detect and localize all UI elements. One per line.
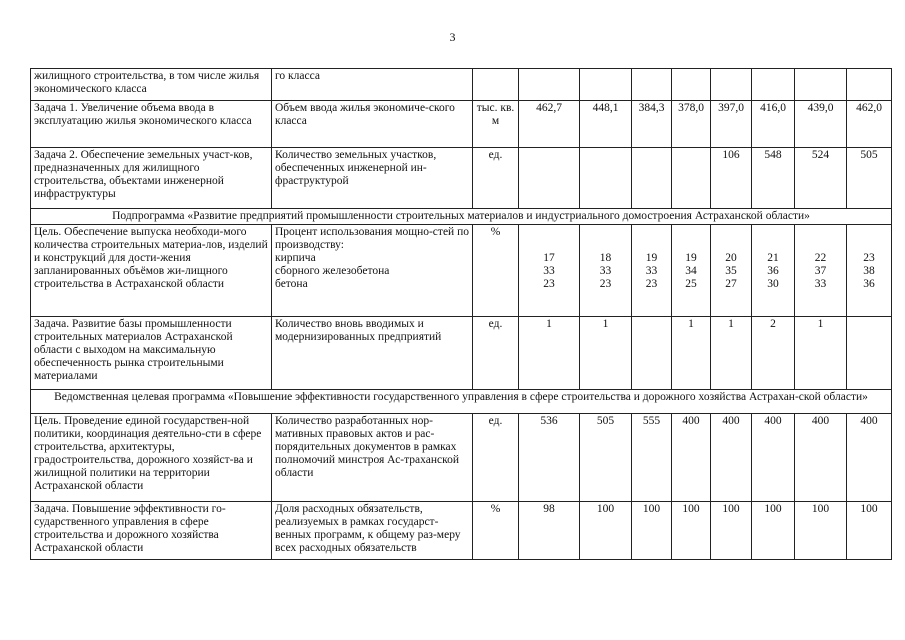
indicator-cell: го класса (272, 69, 473, 101)
value-cell: 536 (519, 414, 580, 502)
value-cell: 400 (847, 414, 892, 502)
goal-cell: Задача 2. Обеспечение земельных участ-ков, предназначенных для жилищного строительства, объектами инженерной инфраструктуры (31, 148, 272, 209)
value-cell: 106 (711, 148, 752, 209)
value-cell (847, 69, 892, 101)
value-cell: 462,0 (847, 101, 892, 148)
section-row (31, 390, 892, 414)
value-cell: 21 36 30 (752, 225, 795, 317)
value-cell: 19 34 25 (672, 225, 711, 317)
value-cell: 23 38 36 (847, 225, 892, 317)
value-cell: 400 (672, 414, 711, 502)
value-cell (519, 69, 580, 101)
value-cell: 18 33 23 (580, 225, 632, 317)
value-cell: 384,3 (632, 101, 672, 148)
table-row (31, 502, 892, 560)
value-cell: 1 (795, 317, 847, 390)
unit-cell (473, 69, 519, 101)
indicator-cell: Объем ввода жилья экономиче-ского класса (272, 101, 473, 148)
value-cell: 524 (795, 148, 847, 209)
value-cell: 1 (672, 317, 711, 390)
value-cell: 416,0 (752, 101, 795, 148)
value-cell: 400 (752, 414, 795, 502)
value-cell (847, 317, 892, 390)
value-cell: 439,0 (795, 101, 847, 148)
goal-cell: Задача. Повышение эффективности го-сударственного управления в сфере строительства и дорожного хозяйства Астраханской области (31, 502, 272, 560)
goal-cell: Задача. Развитие базы промышленности строительных материалов Астраханской области с выходом на максимальную обеспеченность рынка строительными материалами (31, 317, 272, 390)
value-cell: 548 (752, 148, 795, 209)
goal-cell: Задача 1. Увеличение объема ввода в эксплуатацию жилья экономического класса (31, 101, 272, 148)
indicator-cell: Количество земельных участков, обеспеченных инженерной ин-фраструктурой (272, 148, 473, 209)
table-body (31, 69, 892, 560)
value-cell (711, 69, 752, 101)
indicator-cell: Доля расходных обязательств, реализуемых в рамках государст-венных программ, к общему раз-меру всех расходных обязательств (272, 502, 473, 560)
value-cell: 2 (752, 317, 795, 390)
value-cell (580, 69, 632, 101)
unit-cell: ед. (473, 317, 519, 390)
unit-cell: % (473, 225, 519, 317)
page-number: 3 (449, 30, 456, 44)
value-cell: 400 (795, 414, 847, 502)
value-cell (672, 148, 711, 209)
section-title: Подпрограмма «Развитие предприятий промышленности строительных материалов и индустриального домостроения Астраханской области» (31, 209, 892, 225)
section-row (31, 209, 892, 225)
table-row (31, 225, 892, 317)
value-cell: 100 (795, 502, 847, 560)
indicator-cell: Процент использования мощно-стей по производству: кирпича сборного железобетона бетона (272, 225, 473, 317)
value-cell: 98 (519, 502, 580, 560)
value-cell: 100 (632, 502, 672, 560)
value-cell: 22 37 33 (795, 225, 847, 317)
table-row (31, 101, 892, 148)
value-cell: 1 (519, 317, 580, 390)
unit-cell: % (473, 502, 519, 560)
value-cell: 100 (752, 502, 795, 560)
value-cell (519, 148, 580, 209)
unit-cell: тыс. кв. м (473, 101, 519, 148)
value-cell: 19 33 23 (632, 225, 672, 317)
value-cell: 448,1 (580, 101, 632, 148)
value-cell (632, 69, 672, 101)
value-cell (580, 148, 632, 209)
value-cell (632, 148, 672, 209)
value-cell (672, 69, 711, 101)
indicator-cell: Количество разработанных нор-мативных правовых актов и рас-порядительных документов в рамках полномочий минстроя Ас-траханской области (272, 414, 473, 502)
value-cell (632, 317, 672, 390)
value-cell: 400 (711, 414, 752, 502)
table-row (31, 69, 892, 101)
goal-cell: жилищного строительства, в том числе жилья экономического класса (31, 69, 272, 101)
value-cell: 100 (847, 502, 892, 560)
section-title: Ведомственная целевая программа «Повышение эффективности государственного управления в сфере строительства и дорожного хозяйства Астрахан-ской области» (31, 390, 892, 414)
value-cell: 17 33 23 (519, 225, 580, 317)
unit-cell: ед. (473, 148, 519, 209)
value-cell (752, 69, 795, 101)
value-cell: 505 (847, 148, 892, 209)
indicators-table (30, 68, 892, 560)
unit-cell: ед. (473, 414, 519, 502)
value-cell: 100 (672, 502, 711, 560)
goal-cell: Цель. Обеспечение выпуска необходи-мого количества строительных материа-лов, изделий и конструкций для дости-жения запланированных объёмов жи-лищного строительства в Астраханской области (31, 225, 272, 317)
value-cell: 1 (711, 317, 752, 390)
indicator-cell: Количество вновь вводимых и модернизированных предприятий (272, 317, 473, 390)
value-cell: 505 (580, 414, 632, 502)
value-cell: 462,7 (519, 101, 580, 148)
value-cell: 378,0 (672, 101, 711, 148)
value-cell: 100 (580, 502, 632, 560)
value-cell: 100 (711, 502, 752, 560)
value-cell: 555 (632, 414, 672, 502)
value-cell (795, 69, 847, 101)
table-row (31, 148, 892, 209)
table-row (31, 414, 892, 502)
goal-cell: Цель. Проведение единой государствен-ной политики, координация деятельно-сти в сфере строительства, архитектуры, градостроительства, дорожного хозяйст-ва и жилищной политики на территории Астраханской области (31, 414, 272, 502)
table-row (31, 317, 892, 390)
value-cell: 1 (580, 317, 632, 390)
value-cell: 397,0 (711, 101, 752, 148)
value-cell: 20 35 27 (711, 225, 752, 317)
